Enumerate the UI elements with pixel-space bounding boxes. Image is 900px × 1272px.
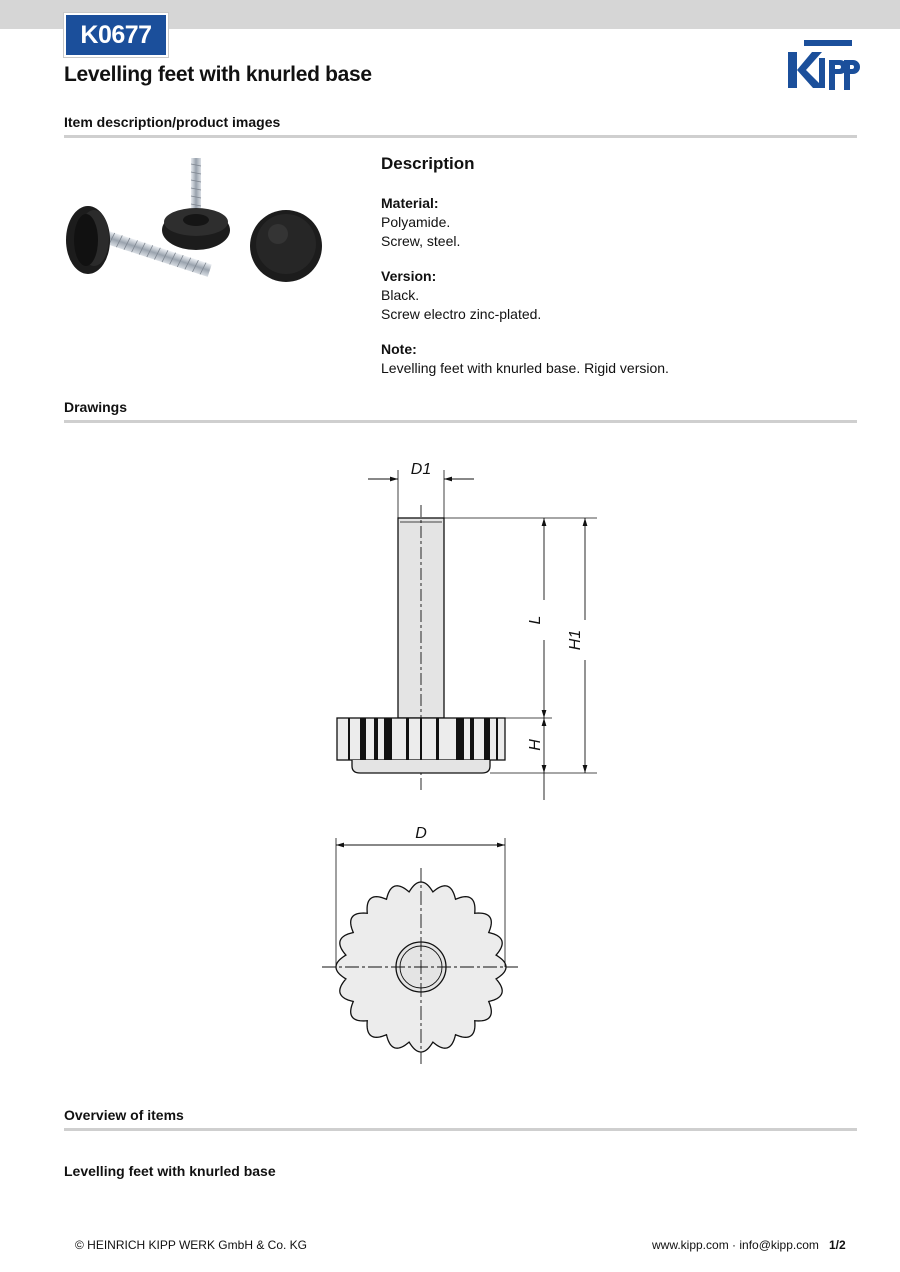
version-line: Black. bbox=[381, 287, 420, 303]
overview-subtitle: Levelling feet with knurled base bbox=[64, 1163, 276, 1179]
section-rule bbox=[64, 135, 857, 138]
description-heading: Description bbox=[381, 154, 475, 173]
section-title-overview: Overview of items bbox=[64, 1107, 184, 1123]
note-line: Levelling feet with knurled base. Rigid version. bbox=[381, 360, 669, 376]
note-block bbox=[381, 340, 669, 378]
material-line: Polyamide. bbox=[381, 214, 451, 230]
dim-label-d1: D1 bbox=[410, 461, 432, 478]
product-photo bbox=[64, 150, 324, 308]
material-block bbox=[381, 194, 460, 251]
material-line: Screw, steel. bbox=[381, 233, 461, 249]
section-rule bbox=[64, 1128, 857, 1131]
version-block bbox=[381, 267, 541, 324]
technical-drawing bbox=[300, 440, 620, 1080]
kipp-logo bbox=[782, 36, 860, 94]
material-label: Material: bbox=[381, 195, 439, 211]
section-title-product-images: Item description/product images bbox=[64, 114, 281, 130]
version-line: Screw electro zinc-plated. bbox=[381, 306, 542, 322]
version-label: Version: bbox=[381, 268, 437, 284]
dim-label-l: L bbox=[527, 615, 544, 625]
footer-copyright: © HEINRICH KIPP WERK GmbH & Co. KG bbox=[75, 1238, 307, 1252]
item-code-badge: K0677 bbox=[64, 13, 168, 57]
page-title: Levelling feet with knurled base bbox=[64, 63, 372, 86]
section-rule bbox=[64, 420, 857, 423]
note-label: Note: bbox=[381, 341, 417, 357]
section-title-drawings: Drawings bbox=[64, 399, 128, 415]
dim-label-h: H bbox=[527, 739, 544, 751]
page-number: 1/2 bbox=[829, 1238, 846, 1252]
dim-label-h1: H1 bbox=[567, 629, 584, 651]
footer-contact: www.kipp.com · info@kipp.com bbox=[652, 1238, 819, 1252]
dim-label-d: D bbox=[415, 825, 427, 842]
